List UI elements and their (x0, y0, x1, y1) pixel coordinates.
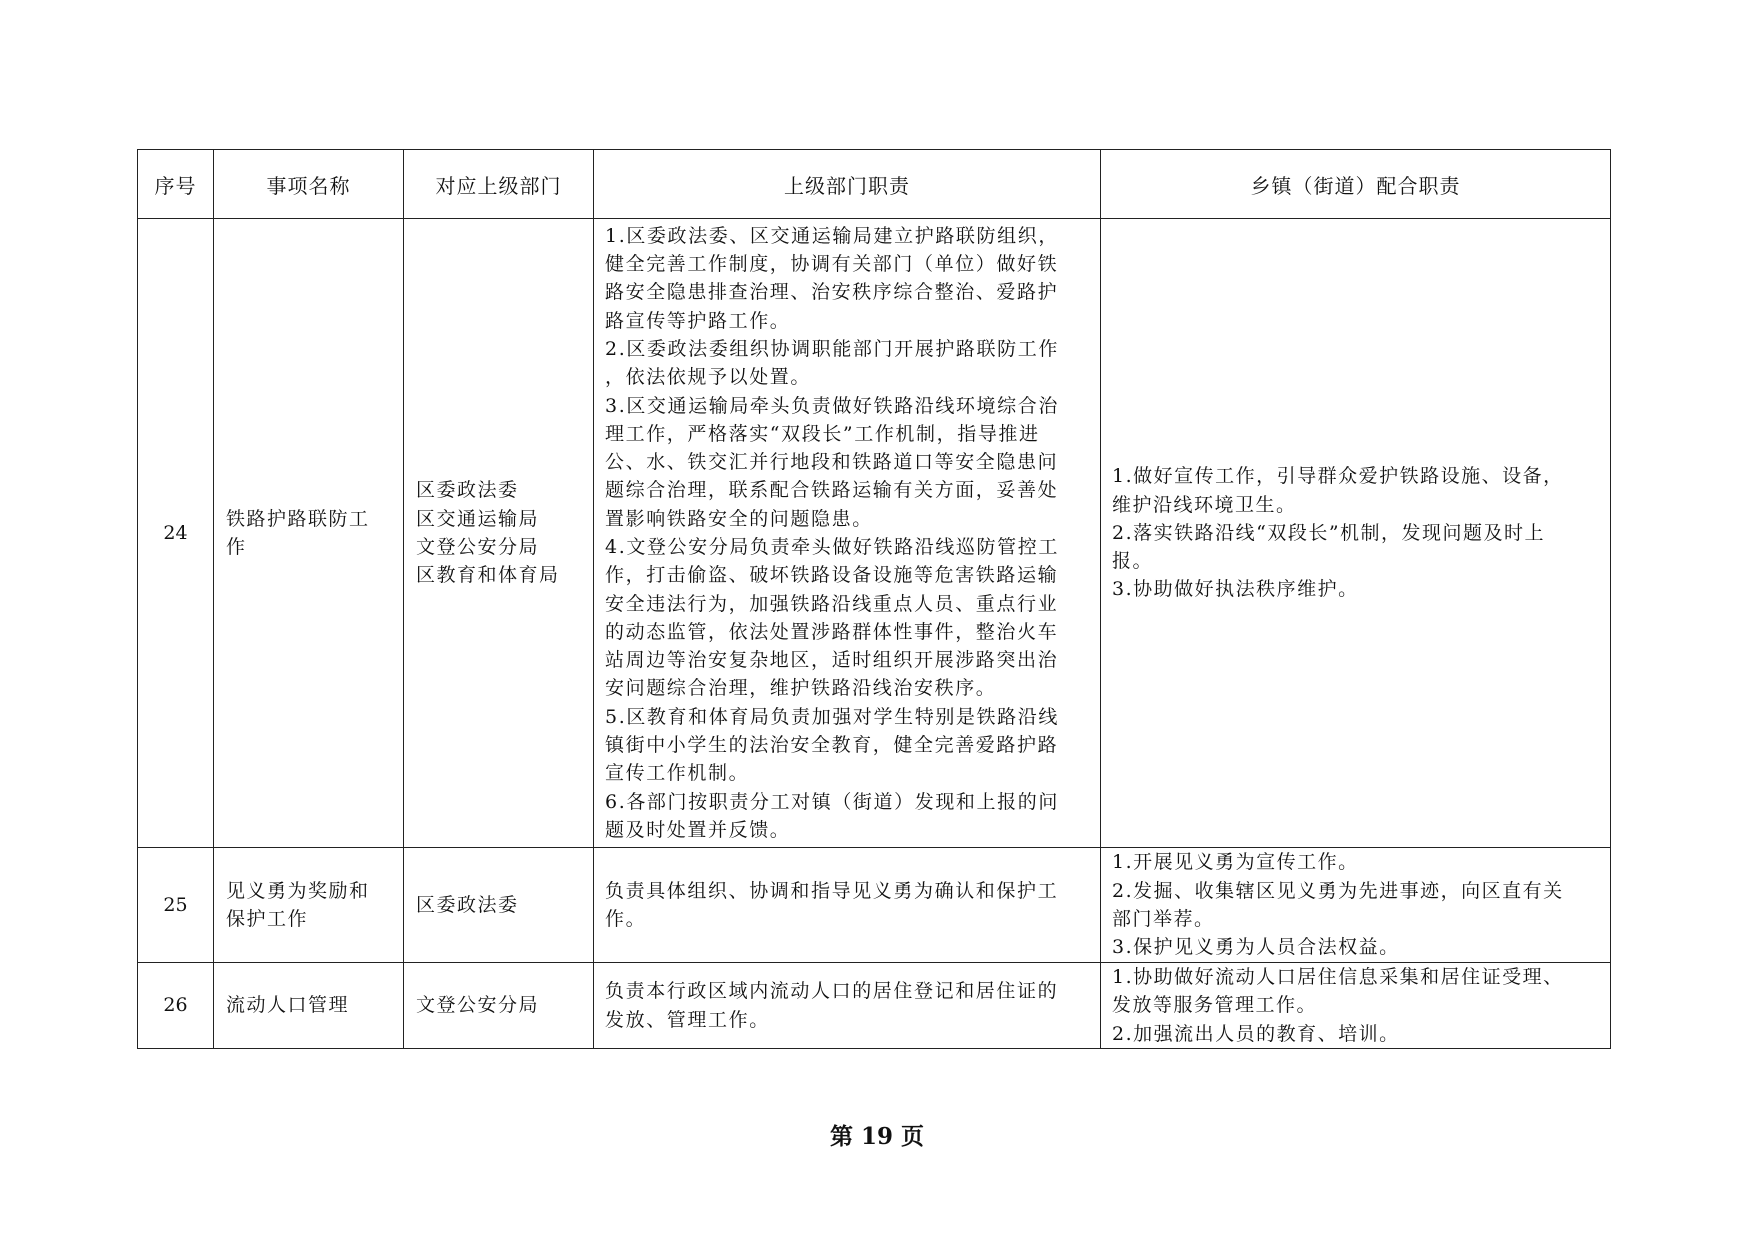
duty-line: 维护沿线环境卫生。 (1112, 493, 1297, 516)
duty-line: 公、水、铁交汇并行地段和铁路道口等安全隐患问 (605, 451, 1059, 474)
department-name: 区交通运输局 (416, 507, 540, 530)
duty-line: 镇街中小学生的法治安全教育，健全完善爱路护路 (605, 734, 1059, 757)
cell-township-cooperation-duties (1101, 848, 1611, 963)
cell-upper-departments (404, 848, 594, 963)
cell-serial-number: 25 (138, 848, 214, 963)
duty-line: 路宣传等护路工作。 (605, 309, 791, 332)
cell-item-name (214, 963, 404, 1049)
cell-serial-number: 24 (138, 219, 214, 848)
item-name-line: 保护工作 (226, 908, 309, 930)
duty-line: 作，打击偷盗、破坏铁路设备设施等危害铁路运输 (605, 564, 1059, 587)
duty-line: 1.开展见义勇为宣传工作。 (1112, 851, 1359, 874)
duty-line: 安全违法行为，加强铁路沿线重点人员、重点行业 (605, 592, 1059, 615)
table-row (138, 963, 1611, 1049)
cell-serial-number: 26 (138, 963, 214, 1049)
duty-line: 2.落实铁路沿线“双段长”机制，发现问题及时上 (1112, 521, 1546, 544)
department-name: 区委政法委 (416, 479, 519, 502)
duty-line: 题综合治理，联系配合铁路运输有关方面，妥善处 (605, 479, 1059, 502)
duty-line: 部门举荐。 (1112, 908, 1215, 930)
duty-line: 负责具体组织、协调和指导见义勇为确认和保护工 (605, 879, 1059, 902)
header-township-cooperation-duties: 乡镇（街道）配合职责 (1101, 150, 1611, 219)
duty-line: 2.加强流出人员的教育、培训。 (1112, 1022, 1400, 1045)
duty-line: 发放等服务管理工作。 (1112, 994, 1318, 1017)
duty-line: 5.区教育和体育局负责加强对学生特别是铁路沿线 (605, 705, 1059, 728)
duty-line: 3.区交通运输局牵头负责做好铁路沿线环境综合治 (605, 394, 1059, 417)
duty-line: 2.发掘、收集辖区见义勇为先进事迹，向区直有关 (1112, 879, 1564, 902)
header-item-name: 事项名称 (214, 150, 404, 219)
duty-line: 报。 (1112, 550, 1154, 573)
item-name-line: 铁路护路联防工 (226, 507, 370, 530)
duty-line: 负责本行政区域内流动人口的居住登记和居住证的 (605, 980, 1059, 1003)
duty-line: 3.协助做好执法秩序维护。 (1112, 578, 1359, 601)
duty-line: 站周边等治安复杂地区，适时组织开展涉路突出治 (605, 649, 1059, 672)
duty-line: 题及时处置并反馈。 (605, 818, 791, 841)
duty-line: ，依法依规予以处置。 (605, 366, 812, 389)
department-name: 区教育和体育局 (416, 564, 560, 587)
duty-line: 1.做好宣传工作，引导群众爱护铁路设施、设备， (1112, 465, 1564, 488)
duty-line: 6.各部门按职责分工对镇（街道）发现和上报的问 (605, 790, 1059, 813)
item-name-line: 见义勇为奖励和 (226, 879, 370, 902)
duty-line: 3.保护见义勇为人员合法权益。 (1112, 936, 1400, 959)
department-name: 文登公安分局 (416, 536, 540, 558)
duty-line: 1.协助做好流动人口居住信息采集和居住证受理、 (1112, 966, 1564, 989)
duty-line: 理工作，严格落实“双段长”工作机制，指导推进 (605, 422, 1040, 445)
table-header-row (138, 150, 1611, 219)
duty-line: 路安全隐患排查治理、治安秩序综合整治、爱路护 (605, 281, 1059, 304)
item-name-line: 流动人口管理 (226, 994, 350, 1017)
cell-item-name (214, 848, 404, 963)
item-name-line: 作 (226, 536, 247, 558)
table-body (138, 219, 1611, 1049)
cell-township-cooperation-duties (1101, 219, 1611, 848)
duty-line: 4.文登公安分局负责牵头做好铁路沿线巡防管控工 (605, 536, 1059, 558)
duty-line: 宣传工作机制。 (605, 762, 750, 785)
header-upper-department: 对应上级部门 (404, 150, 594, 219)
header-upper-department-duties: 上级部门职责 (594, 150, 1101, 219)
duty-line: 安问题综合治理，维护铁路沿线治安秩序。 (605, 677, 997, 700)
cell-upper-department-duties (594, 963, 1101, 1049)
responsibility-table (137, 149, 1611, 1049)
cell-upper-departments (404, 963, 594, 1049)
duty-line: 健全完善工作制度，协调有关部门（单位）做好铁 (605, 253, 1059, 276)
duty-line: 作。 (605, 908, 647, 930)
table-row (138, 219, 1611, 848)
cell-township-cooperation-duties (1101, 963, 1611, 1049)
cell-upper-department-duties (594, 219, 1101, 848)
duty-line: 1.区委政法委、区交通运输局建立护路联防组织， (605, 224, 1059, 247)
department-name: 区委政法委 (416, 893, 519, 916)
duty-line: 的动态监管，依法处置涉路群体性事件，整治火车 (605, 620, 1059, 643)
header-serial-number: 序号 (138, 150, 214, 219)
duty-line: 2.区委政法委组织协调职能部门开展护路联防工作 (605, 337, 1059, 360)
cell-upper-department-duties (594, 848, 1101, 963)
cell-item-name (214, 219, 404, 848)
department-name: 文登公安分局 (416, 994, 540, 1017)
duty-line: 置影响铁路安全的问题隐患。 (605, 507, 873, 530)
page-number: 第 19 页 (829, 1123, 925, 1150)
table-row (138, 848, 1611, 963)
duty-line: 发放、管理工作。 (605, 1008, 770, 1031)
cell-upper-departments (404, 219, 594, 848)
